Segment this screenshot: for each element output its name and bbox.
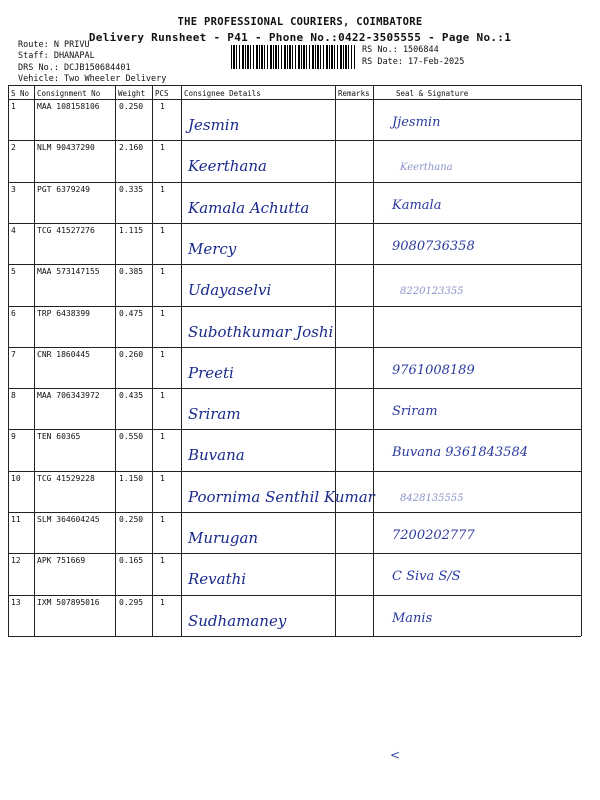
- cell-weight: 1.150: [119, 473, 144, 483]
- cell-signature: 7200202777: [392, 528, 475, 543]
- cell-sno: 5: [11, 267, 16, 277]
- cell-pcs: 1: [160, 102, 165, 111]
- cell-weight: 0.550: [119, 432, 144, 442]
- cell-consignee-handwritten: Keerthana: [188, 157, 267, 176]
- cell-weight: 0.250: [119, 515, 144, 524]
- cell-consignment: PGT 6379249: [37, 184, 90, 194]
- staff-label: Staff: DHANAPAL: [18, 51, 95, 61]
- column-header-remarks: Remarks: [338, 89, 370, 98]
- cell-signature: 9761008189: [392, 362, 475, 378]
- cell-consignee-handwritten: Jesmin: [188, 116, 240, 134]
- cell-sno: 3: [11, 184, 16, 194]
- barcode-image: [231, 45, 355, 69]
- cell-weight: 1.115: [119, 225, 144, 235]
- cell-consignment: TCG 41529228: [37, 473, 95, 483]
- cell-consignee-handwritten: Sriram: [188, 405, 241, 424]
- cell-signature: 9080736358: [392, 238, 475, 254]
- cell-consignee-handwritten: Buvana: [188, 446, 245, 465]
- cell-sno: 6: [11, 308, 16, 318]
- cell-pcs: 1: [160, 225, 165, 235]
- column-header-weight: Weight: [118, 89, 146, 98]
- cell-signature-faint: 8428135555: [400, 492, 464, 504]
- cell-weight: 0.435: [119, 391, 144, 401]
- cell-weight: 0.385: [119, 267, 144, 277]
- cell-sno: 11: [11, 515, 21, 524]
- cell-weight: 0.475: [119, 308, 144, 318]
- column-header-consignment: Consignment No: [37, 89, 101, 98]
- cell-consignment: TRP 6438399: [37, 308, 90, 318]
- cell-sno: 8: [11, 391, 16, 401]
- cell-signature: C Siva S/S: [392, 569, 461, 585]
- cell-consignment: MAA 706343972: [37, 391, 100, 401]
- cell-pcs: 1: [160, 597, 165, 607]
- cell-pcs: 1: [160, 432, 165, 442]
- column-header-sno: S No: [11, 89, 30, 98]
- company-title: THE PROFESSIONAL COURIERS, COIMBATORE: [177, 16, 423, 28]
- cell-consignment: CNR 1860445: [37, 349, 90, 359]
- route-label: Route: N PRIVU: [18, 40, 90, 50]
- rs-date-label: RS Date: 17-Feb-2025: [362, 57, 465, 67]
- cell-consignment: SLM 364604245: [37, 515, 100, 524]
- cell-pcs: 1: [160, 515, 165, 524]
- cell-sno: 9: [11, 432, 16, 442]
- cell-consignee-handwritten: Mercy: [188, 239, 237, 258]
- cell-consignment: APK 751669: [37, 556, 86, 566]
- cell-consignment: MAA 108158106: [37, 102, 100, 111]
- vehicle-label: Vehicle: Two Wheeler Delivery: [18, 74, 167, 84]
- cell-consignee-handwritten: Sudhamaney: [188, 611, 287, 630]
- cell-signature: Manis: [392, 610, 433, 626]
- cell-sno: 7: [11, 349, 16, 359]
- cell-sno: 12: [11, 556, 21, 566]
- cell-signature: Buvana 9361843584: [392, 445, 528, 461]
- cell-consignee-handwritten: Poornima Senthil Kumar: [188, 487, 375, 506]
- cell-weight: 2.160: [119, 143, 144, 153]
- cell-consignee-handwritten: Preeti: [188, 363, 234, 382]
- cell-sno: 10: [11, 473, 21, 483]
- cell-pcs: 1: [160, 349, 165, 359]
- cell-consignment: IXM 507895016: [37, 597, 100, 607]
- cell-weight: 0.250: [119, 102, 144, 111]
- cell-consignment: TEN 60365: [37, 432, 81, 442]
- cell-weight: 0.260: [119, 349, 144, 359]
- cell-consignment: MAA 573147155: [37, 267, 100, 277]
- cell-signature: Jjesmin: [392, 115, 441, 130]
- cell-consignee-handwritten: Revathi: [188, 570, 247, 589]
- runsheet-title: Delivery Runsheet - P41 - Phone No.:0422-3505555 - Page No.:1: [88, 31, 512, 44]
- column-header-pcs: PCS: [155, 89, 169, 98]
- cell-signature: Kamala: [392, 197, 442, 213]
- cell-signature-faint: 8220123355: [400, 286, 464, 298]
- column-header-consignee: Consignee Details: [184, 89, 261, 98]
- cell-pcs: 1: [160, 184, 165, 194]
- cell-consignment: TCG 41527276: [37, 225, 95, 235]
- cell-consignee-handwritten: Kamala Achutta: [188, 198, 310, 217]
- cell-pcs: 1: [160, 267, 165, 277]
- cell-sno: 4: [11, 225, 16, 235]
- cell-pcs: 1: [160, 391, 165, 401]
- drs-no-label: DRS No.: DCJB150684401: [18, 63, 131, 73]
- cell-pcs: 1: [160, 143, 165, 153]
- cell-consignee-handwritten: Murugan: [188, 529, 259, 547]
- cell-signature: Sriram: [392, 404, 438, 420]
- cell-sno: 2: [11, 143, 16, 153]
- cell-pcs: 1: [160, 473, 165, 483]
- cell-consignment: NLM 90437290: [37, 143, 95, 153]
- cell-weight: 0.165: [119, 556, 144, 566]
- rs-no-label: RS No.: 1506844: [362, 45, 439, 55]
- cell-weight: 0.295: [119, 597, 144, 607]
- cell-sno: 1: [11, 102, 16, 111]
- cell-consignee-handwritten: Udayaselvi: [188, 281, 272, 300]
- cell-consignee-handwritten: Subothkumar Joshi: [188, 322, 334, 341]
- cell-signature-faint: Keerthana: [400, 162, 453, 174]
- stray-mark: <: [390, 748, 401, 762]
- cell-weight: 0.335: [119, 184, 144, 194]
- column-header-signature: Seal & Signature: [396, 89, 469, 98]
- cell-pcs: 1: [160, 308, 165, 318]
- cell-sno: 13: [11, 597, 21, 607]
- cell-pcs: 1: [160, 556, 165, 566]
